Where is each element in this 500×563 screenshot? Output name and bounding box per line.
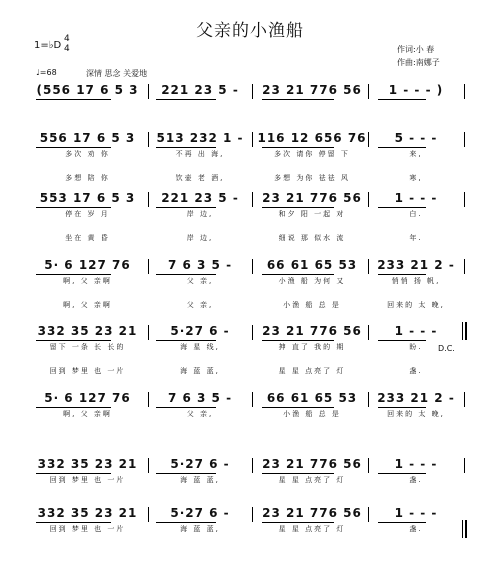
bar-line bbox=[148, 507, 149, 522]
time-signature bbox=[64, 34, 70, 54]
lyrics-verse-2: 星 星 点亮了 灯 bbox=[278, 367, 346, 375]
bar-line bbox=[368, 325, 369, 340]
measure bbox=[372, 323, 460, 383]
measure bbox=[30, 390, 145, 450]
score-line bbox=[0, 323, 500, 391]
lyrics-verse-2: 盏. bbox=[409, 367, 423, 375]
lyrics-verse-2: 小渔 船 总 是 bbox=[283, 301, 341, 309]
lyrics-verse-2: 年. bbox=[409, 234, 423, 242]
key-signature bbox=[34, 34, 70, 54]
measure bbox=[256, 257, 368, 317]
measure-notes: 23 21 776 56 bbox=[262, 191, 362, 205]
lyrics-verse-1: 小渔 船 总 是 bbox=[283, 410, 341, 418]
beam-underline bbox=[156, 207, 216, 208]
lyrics-verse-1: 海 星 线, bbox=[180, 343, 220, 351]
measure-notes: 7 6 3 5 - bbox=[167, 391, 233, 405]
lyrics-verse-1: 海 蓝 蓝, bbox=[180, 525, 220, 533]
lyrics-verse-2: 细说 那 似水 流 bbox=[278, 234, 346, 242]
lyrics-verse-1: 啊, 父 亲啊 bbox=[63, 277, 112, 285]
lyrics-verse-1: 悄悄 扬 帆, bbox=[391, 277, 441, 285]
lyrics-verse-1: 留下 一条 长 长的 bbox=[49, 343, 126, 351]
beam-underline bbox=[36, 99, 111, 100]
beam-underline bbox=[378, 522, 426, 523]
measure-notes: 1 - - - ) bbox=[388, 83, 444, 97]
bar-line bbox=[464, 259, 465, 274]
score-line bbox=[0, 257, 500, 325]
lyrics-verse-1: 盏. bbox=[409, 525, 423, 533]
measure bbox=[256, 130, 368, 190]
bar-line bbox=[252, 259, 253, 274]
beam-underline bbox=[378, 99, 426, 100]
measure bbox=[256, 323, 368, 383]
beam-underline bbox=[156, 274, 216, 275]
bar-line bbox=[148, 192, 149, 207]
measure bbox=[256, 505, 368, 563]
bar-line bbox=[252, 458, 253, 473]
measure bbox=[150, 390, 250, 450]
bar-line bbox=[252, 192, 253, 207]
bar-line bbox=[148, 458, 149, 473]
measure bbox=[372, 505, 460, 563]
measure-notes: 233 21 2 - bbox=[377, 258, 455, 272]
lyrics-verse-1: 啊, 父 亲啊 bbox=[63, 410, 112, 418]
beam-underline bbox=[262, 522, 334, 523]
expression-mark: 深情 思念 关爱地 bbox=[86, 69, 148, 78]
measure bbox=[30, 257, 145, 317]
composer-credit: 作曲:南娜子 bbox=[397, 58, 440, 67]
bar-line bbox=[464, 458, 465, 473]
score-line bbox=[0, 505, 500, 563]
bar-line bbox=[464, 132, 465, 147]
beam-underline bbox=[262, 207, 334, 208]
measure bbox=[372, 390, 460, 450]
measure-notes: 332 35 23 21 bbox=[37, 324, 138, 338]
measure-notes: 1 - - - bbox=[394, 191, 438, 205]
beam-underline bbox=[156, 473, 216, 474]
score-line bbox=[0, 390, 500, 458]
bar-line bbox=[368, 392, 369, 407]
beam-underline bbox=[262, 274, 334, 275]
beam-underline bbox=[378, 274, 426, 275]
measure-notes: 5· 6 127 76 bbox=[44, 391, 131, 405]
measure-notes: 5· 6 127 76 bbox=[44, 258, 131, 272]
bar-line bbox=[252, 325, 253, 340]
measure-notes: 1 - - - bbox=[394, 457, 438, 471]
measure-notes: 221 23 5 - bbox=[161, 83, 239, 97]
measure bbox=[30, 190, 145, 250]
lyrics-verse-1: 海 蓝 蓝, bbox=[180, 476, 220, 484]
key-prefix: 1= bbox=[34, 40, 49, 51]
bar-line bbox=[148, 392, 149, 407]
lyrics-verse-1: 回到 梦里 也 一片 bbox=[49, 476, 126, 484]
lyrics-verse-2: 父 亲, bbox=[186, 301, 214, 309]
key-tonic: D bbox=[53, 40, 62, 51]
beam-underline bbox=[156, 99, 216, 100]
lyrics-verse-1: 多次 请你 停留 下 bbox=[274, 150, 350, 158]
lyrics-verse-2: 多想 陪 你 bbox=[65, 174, 110, 182]
measure-notes: 23 21 776 56 bbox=[262, 457, 362, 471]
lyricist-credit: 作词:小 春 bbox=[397, 45, 435, 54]
dc-mark: D.C. bbox=[438, 344, 455, 353]
bar-line bbox=[368, 458, 369, 473]
lyrics-verse-1: 和夕 阳 一起 对 bbox=[278, 210, 346, 218]
lyrics-verse-1: 星 星 点亮了 灯 bbox=[278, 525, 346, 533]
bar-line bbox=[368, 192, 369, 207]
lyrics-verse-2: 回到 梦里 也 一片 bbox=[49, 367, 126, 375]
measure-notes: 221 23 5 - bbox=[161, 191, 239, 205]
measure bbox=[256, 190, 368, 250]
measure-notes: 513 232 1 - bbox=[156, 131, 244, 145]
measure-notes: 1 - - - bbox=[394, 324, 438, 338]
song-title: 父亲的小渔船 bbox=[196, 21, 304, 41]
final-bar-thin bbox=[462, 520, 463, 538]
bar-line bbox=[148, 259, 149, 274]
lyrics-verse-1: 来, bbox=[409, 150, 423, 158]
measure-notes: 23 21 776 56 bbox=[262, 506, 362, 520]
lyrics-verse-2: 坐在 黄 昏 bbox=[65, 234, 110, 242]
lyrics-verse-1: 小渔 船 为何 又 bbox=[278, 277, 346, 285]
bar-line bbox=[252, 84, 253, 99]
tempo-mark: ♩=68 bbox=[36, 68, 57, 77]
beam-underline bbox=[262, 407, 334, 408]
beam-underline bbox=[262, 473, 334, 474]
lyrics-verse-1: 抻 直了 我的 期 bbox=[278, 343, 346, 351]
lyrics-verse-2: 多想 为你 祛祛 风 bbox=[274, 174, 350, 182]
measure-notes: 116 12 656 76 bbox=[257, 131, 367, 145]
measure bbox=[372, 130, 460, 190]
beam-underline bbox=[378, 407, 426, 408]
beam-underline bbox=[378, 340, 426, 341]
bar-line bbox=[148, 325, 149, 340]
final-bar-thick bbox=[465, 520, 467, 538]
lyrics-verse-1: 岸 边, bbox=[186, 210, 214, 218]
score-line bbox=[0, 190, 500, 258]
measure bbox=[256, 390, 368, 450]
measure-notes: 233 21 2 - bbox=[377, 391, 455, 405]
measure bbox=[372, 190, 460, 250]
lyrics-verse-2: 岸 边, bbox=[186, 234, 214, 242]
lyrics-verse-2: 寒, bbox=[409, 174, 423, 182]
lyrics-verse-1: 白. bbox=[409, 210, 423, 218]
beam-underline bbox=[262, 147, 334, 148]
time-unit: 4 bbox=[64, 44, 70, 54]
key-flat: ♭ bbox=[48, 40, 54, 51]
bar-line bbox=[252, 392, 253, 407]
lyrics-verse-2: 饮壶 老 酒, bbox=[175, 174, 225, 182]
bar-line bbox=[252, 132, 253, 147]
measure bbox=[150, 190, 250, 250]
measure-notes: 5 - - - bbox=[394, 131, 438, 145]
measure-notes: 332 35 23 21 bbox=[37, 457, 138, 471]
bar-line bbox=[148, 84, 149, 99]
measure-notes: 1 - - - bbox=[394, 506, 438, 520]
beam-underline bbox=[262, 99, 334, 100]
bar-line bbox=[368, 132, 369, 147]
measure-notes: 556 17 6 5 3 bbox=[39, 131, 136, 145]
beam-underline bbox=[156, 147, 216, 148]
lyrics-verse-1: 回来的 太 晚, bbox=[387, 410, 445, 418]
lyrics-verse-1: 父 亲, bbox=[186, 277, 214, 285]
beam-underline bbox=[262, 340, 334, 341]
beam-underline bbox=[36, 522, 111, 523]
lyrics-verse-1: 父 亲, bbox=[186, 410, 214, 418]
measure bbox=[150, 130, 250, 190]
lyrics-verse-1: 盼. bbox=[409, 343, 423, 351]
bar-line bbox=[252, 507, 253, 522]
beam-underline bbox=[36, 473, 111, 474]
measure-notes: 332 35 23 21 bbox=[37, 506, 138, 520]
score-line bbox=[0, 130, 500, 198]
measure-notes: 5·27 6 - bbox=[170, 324, 230, 338]
measure-notes: (556 17 6 5 3 bbox=[36, 83, 139, 97]
measure-notes: 7 6 3 5 - bbox=[167, 258, 233, 272]
measure bbox=[30, 130, 145, 190]
measure-notes: 66 61 65 53 bbox=[266, 391, 358, 405]
beam-underline bbox=[36, 274, 111, 275]
bar-line bbox=[464, 84, 465, 99]
bar-line bbox=[148, 132, 149, 147]
bar-line bbox=[368, 84, 369, 99]
measure bbox=[150, 257, 250, 317]
lyrics-verse-2: 啊, 父 亲啊 bbox=[63, 301, 112, 309]
beam-underline bbox=[36, 340, 111, 341]
double-bar-thin bbox=[462, 322, 463, 340]
beam-underline bbox=[36, 407, 111, 408]
measure bbox=[372, 257, 460, 317]
lyrics-verse-1: 停在 岁 月 bbox=[65, 210, 110, 218]
bar-line bbox=[464, 392, 465, 407]
lyrics-verse-1: 回到 梦里 也 一片 bbox=[49, 525, 126, 533]
beam-underline bbox=[378, 207, 426, 208]
beam-underline bbox=[156, 340, 216, 341]
measure-notes: 553 17 6 5 3 bbox=[39, 191, 136, 205]
measure-notes: 5·27 6 - bbox=[170, 457, 230, 471]
lyrics-verse-1: 盏. bbox=[409, 476, 423, 484]
measure-notes: 5·27 6 - bbox=[170, 506, 230, 520]
lyrics-verse-2: 回来的 太 晚, bbox=[387, 301, 445, 309]
lyrics-verse-1: 多次 劝 你 bbox=[65, 150, 110, 158]
measure bbox=[30, 505, 145, 563]
lyrics-verse-1: 星 星 点亮了 灯 bbox=[278, 476, 346, 484]
measure-notes: 66 61 65 53 bbox=[266, 258, 358, 272]
beam-underline bbox=[36, 207, 111, 208]
bar-line bbox=[368, 507, 369, 522]
bar-line bbox=[464, 192, 465, 207]
double-bar-thick bbox=[465, 322, 467, 340]
lyrics-verse-2: 海 蓝 蓝, bbox=[180, 367, 220, 375]
beam-underline bbox=[378, 473, 426, 474]
bar-line bbox=[368, 259, 369, 274]
time-beats: 4 bbox=[64, 34, 70, 44]
beam-underline bbox=[156, 407, 216, 408]
lyrics-verse-1: 不再 出 海, bbox=[175, 150, 225, 158]
beam-underline bbox=[36, 147, 111, 148]
measure-notes: 23 21 776 56 bbox=[262, 324, 362, 338]
measure bbox=[150, 505, 250, 563]
measure bbox=[150, 323, 250, 383]
beam-underline bbox=[378, 147, 426, 148]
beam-underline bbox=[156, 522, 216, 523]
measure bbox=[30, 323, 145, 383]
measure-notes: 23 21 776 56 bbox=[262, 83, 362, 97]
